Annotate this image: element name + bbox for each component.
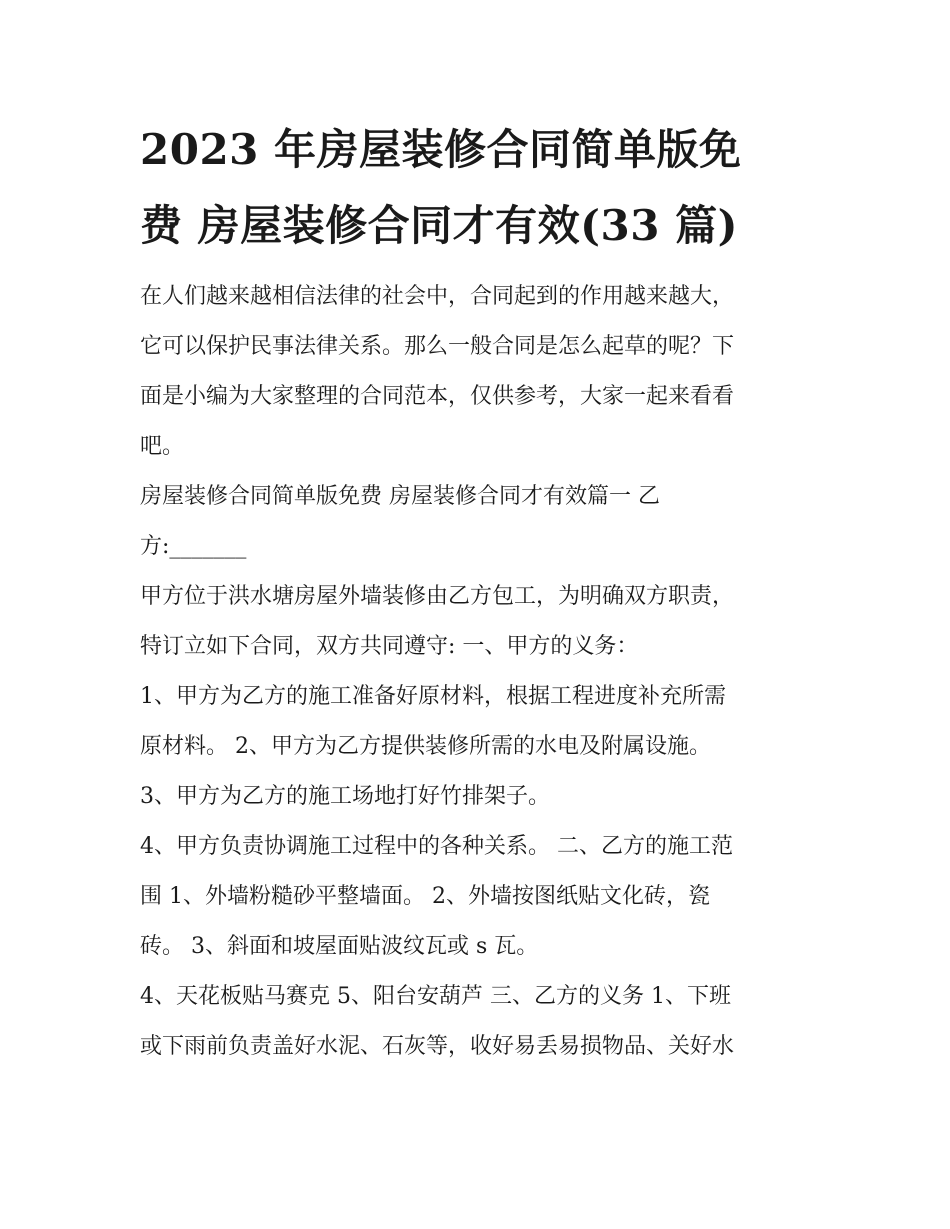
body-line-6: 方:_______ (140, 534, 247, 559)
body-line-14: 砖。 3、斜面和坡屋面贴波纹瓦或 s 瓦。 (140, 934, 539, 959)
document-body (140, 272, 820, 1072)
body-line-7: 甲方位于洪水塘房屋外墙装修由乙方包工，为明确双方职责， (140, 584, 735, 609)
body-line-4: 吧。 (140, 434, 185, 459)
body-line-1: 在人们越来越相信法律的社会中，合同起到的作用越来越大， (140, 284, 735, 309)
body-line-15: 4、天花板贴马赛克 5、阳台安葫芦 三、乙方的义务 1、下班 (140, 984, 731, 1009)
body-line-8: 特订立如下合同，双方共同遵守: 一、甲方的义务： (140, 634, 639, 659)
body-line-12: 4、甲方负责协调施工过程中的各种关系。 二、乙方的施工范 (140, 834, 733, 859)
body-line-9: 1、甲方为乙方的施工准备好原材料，根据工程进度补充所需 (140, 684, 726, 709)
body-line-11: 3、甲方为乙方的施工场地打好竹排架子。 (140, 784, 550, 809)
body-line-3: 面是小编为大家整理的合同范本，仅供参考，大家一起来看看 (140, 384, 735, 409)
body-line-10: 原材料。 2、甲方为乙方提供装修所需的水电及附属设施。 (140, 734, 711, 759)
document-page (140, 112, 820, 1072)
body-line-13: 围 1、外墙粉糙砂平整墙面。 2、外墙按图纸贴文化砖，瓷 (140, 884, 710, 909)
body-line-2: 它可以保护民事法律关系。那么一般合同是怎么起草的呢？下 (140, 334, 735, 359)
title-line-1: 2023 年房屋装修合同简单版免 (140, 125, 742, 174)
body-line-5: 房屋装修合同简单版免费 房屋装修合同才有效篇一 乙 (140, 484, 660, 509)
document-title (140, 112, 820, 264)
title-line-2: 费 房屋装修合同才有效(33 篇) (140, 201, 738, 250)
body-line-16: 或下雨前负责盖好水泥、石灰等，收好易丢易损物品、关好水 (140, 1034, 735, 1059)
